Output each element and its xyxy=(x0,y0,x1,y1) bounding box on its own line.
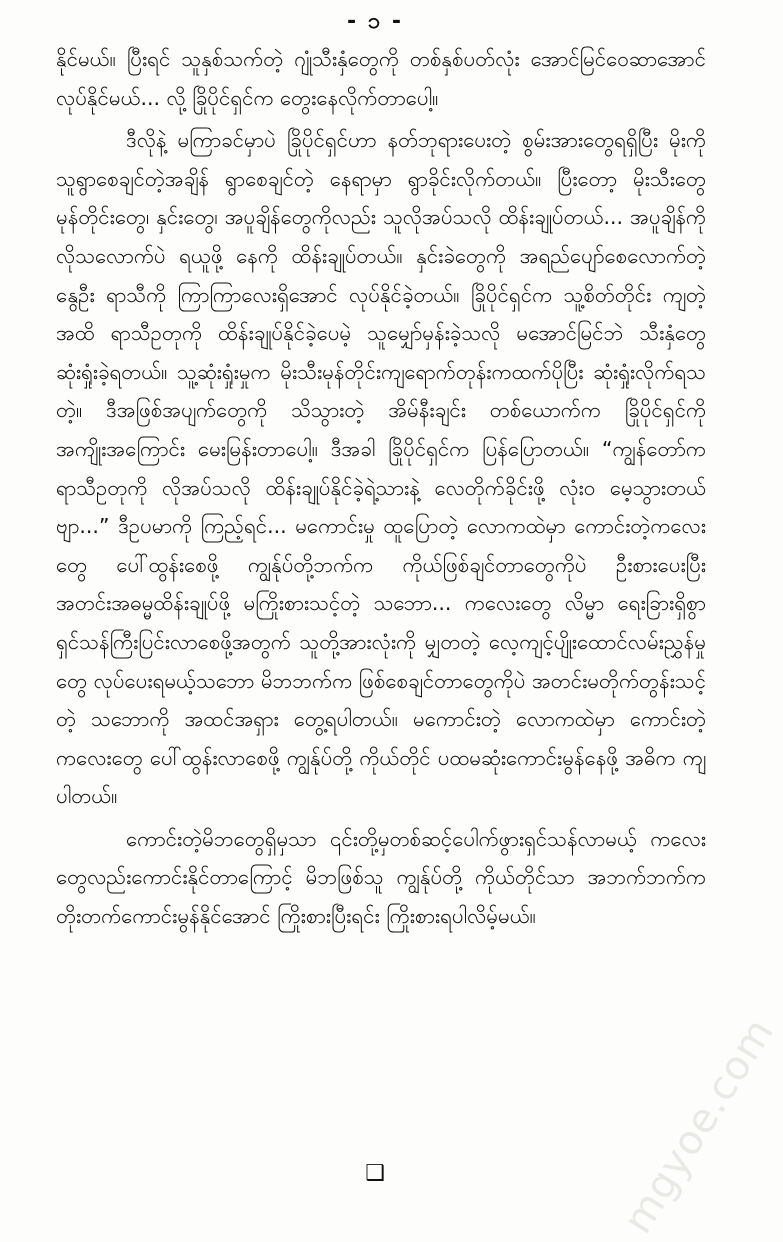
paragraph-farmer-story: ဒီလိုနဲ့ မကြာခင်မှာပဲ ခြိုပိုင်ရှင်ဟာ နတ်ဘုရားပေးတဲ့ စွမ်းအားတွေရရှိပြီး မိုးကို သူရွာစေချင်တဲ့အချိန် ရွာစေချင်တဲ့ နေရာမှာ ရွာခိုင်းလိုက်တယ်။ ပြီးတော့ မိုးသီးတွေ မုန်တိုင်းတွေ၊ နှင်းတွေ၊ အပူချိန်တွေကိုလည်း သူလိုအပ်သလို ထိန်းချုပ်တယ်... အပူချိန်ကို လိုသလောက်ပဲ ရယူဖို့ နေကို ထိန်းချုပ်တယ်။ နှင်းခဲတွေကို အရည်ပျော်စေလောက်တဲ့ နွေဦး ရာသီကို ကြာကြာလေးရှိအောင် လုပ်နိုင်ခဲ့တယ်။ ခြိုပိုင်ရှင်က သူ့စိတ်တိုင်း ကျတဲ့အထိ ရာသီဥတုကို ထိန်းချုပ်နိုင်ခဲ့ပေမဲ့ သူမျှော်မှန်းခဲ့သလို မအောင်မြင်ဘဲ သီးနှံတွေ ဆုံးရှုံးခဲ့ရတယ်။ သူ့ဆုံးရှုံးမှုက မိုးသီးမုန်တိုင်းကျရောက်တုန်းကထက်ပိုပြီး ဆုံးရှုံးလိုက်ရသတဲ့။ ဒီအဖြစ်အပျက်တွေကို သိသွားတဲ့ အိမ်နီးချင်း တစ်ယောက်က ခြိုပိုင်ရှင်ကို အကျိုးအကြောင်း မေးမြန်းတာပေါ့။ ဒီအခါ ခြိုပိုင်ရှင်က ပြန်ပြောတယ်။ “ကျွန်တော်က ရာသီဥတုကို လိုအပ်သလို ထိန်းချုပ်နိုင်ခဲ့ရဲ့သားနဲ့ လေတိုက်ခိုင်းဖို့ လုံးဝ မေ့သွားတယ်ဗျာ...” ဒီဥပမာကို ကြည့်ရင်... မကောင်းမှု ထူပြောတဲ့ လောကထဲမှာ ကောင်းတဲ့ကလေးတွေ ပေါ်ထွန်းစေဖို့ ကျွန်ုပ်တို့ဘက်က ကိုယ်ဖြစ်ချင်တာတွေကိုပဲ ဦးစားပေးပြီး အတင်းအဓမ္မထိန်းချုပ်ဖို့ မကြိုးစားသင့်တဲ့ သဘော... ကလေးတွေ လိမ္မာ ရေးခြားရှိစွာ ရှင်သန်ကြီးပြင်းလာစေဖို့အတွက် သူတို့အားလုံးကို မျှတတဲ့ လေ့ကျင့်ပျိုးထောင်လမ်းညွှန်မှုတွေ လုပ်ပေးရမယ့်သဘော မိဘဘက်က ဖြစ်စေချင်တာတွေကိုပဲ အတင်းမတိုက်တွန်းသင့်တဲ့ သဘောကို အထင်အရှား တွေ့ရပါတယ်။ မကောင်းတဲ့ လောကထဲမှာ ကောင်းတဲ့ကလေးတွေ ပေါ်ထွန်းလာစေဖို့ ကျွန်ုပ်တို့ ကိုယ်တိုင် ပထမဆုံးကောင်းမွန်နေဖို့ အဓိက ကျပါတယ်။ xyxy=(56,128,706,809)
page-number: - ၁ - xyxy=(347,9,403,34)
body-text xyxy=(56,40,706,1150)
paragraph-continuation: နိုင်မယ်။ ပြီးရင် သူနှစ်သက်တဲ့ ဂျုံသီးနှံတွေကို တစ်နှစ်ပတ်လုံး အောင်မြင်ဝေဆာအောင် လုပ်နိုင်မယ်... လို့ ခြိုပိုင်ရှင်က တွေးနေလိုက်တာပေါ့။ xyxy=(56,47,706,110)
paragraph-conclusion: ကောင်းတဲ့မိဘတွေရှိမှသာ ၎င်းတို့မှတစ်ဆင့်ပေါက်ဖွားရှင်သန်လာမယ့် ကလေးတွေလည်းကောင်းနိုင်တာကြောင့် မိဘဖြစ်သူ ကျွန်ုပ်တို့ ကိုယ်တိုင်သာ အဘက်ဘက်က တိုးတက်ကောင်းမွန်နိုင်အောင် ကြိုးစားပြီးရင်း ကြိုးစားရပါလိမ့်မယ်။ xyxy=(56,826,706,929)
end-of-section-icon: ❑ xyxy=(365,1161,385,1186)
site-watermark: mgyoe.com xyxy=(614,1010,783,1242)
